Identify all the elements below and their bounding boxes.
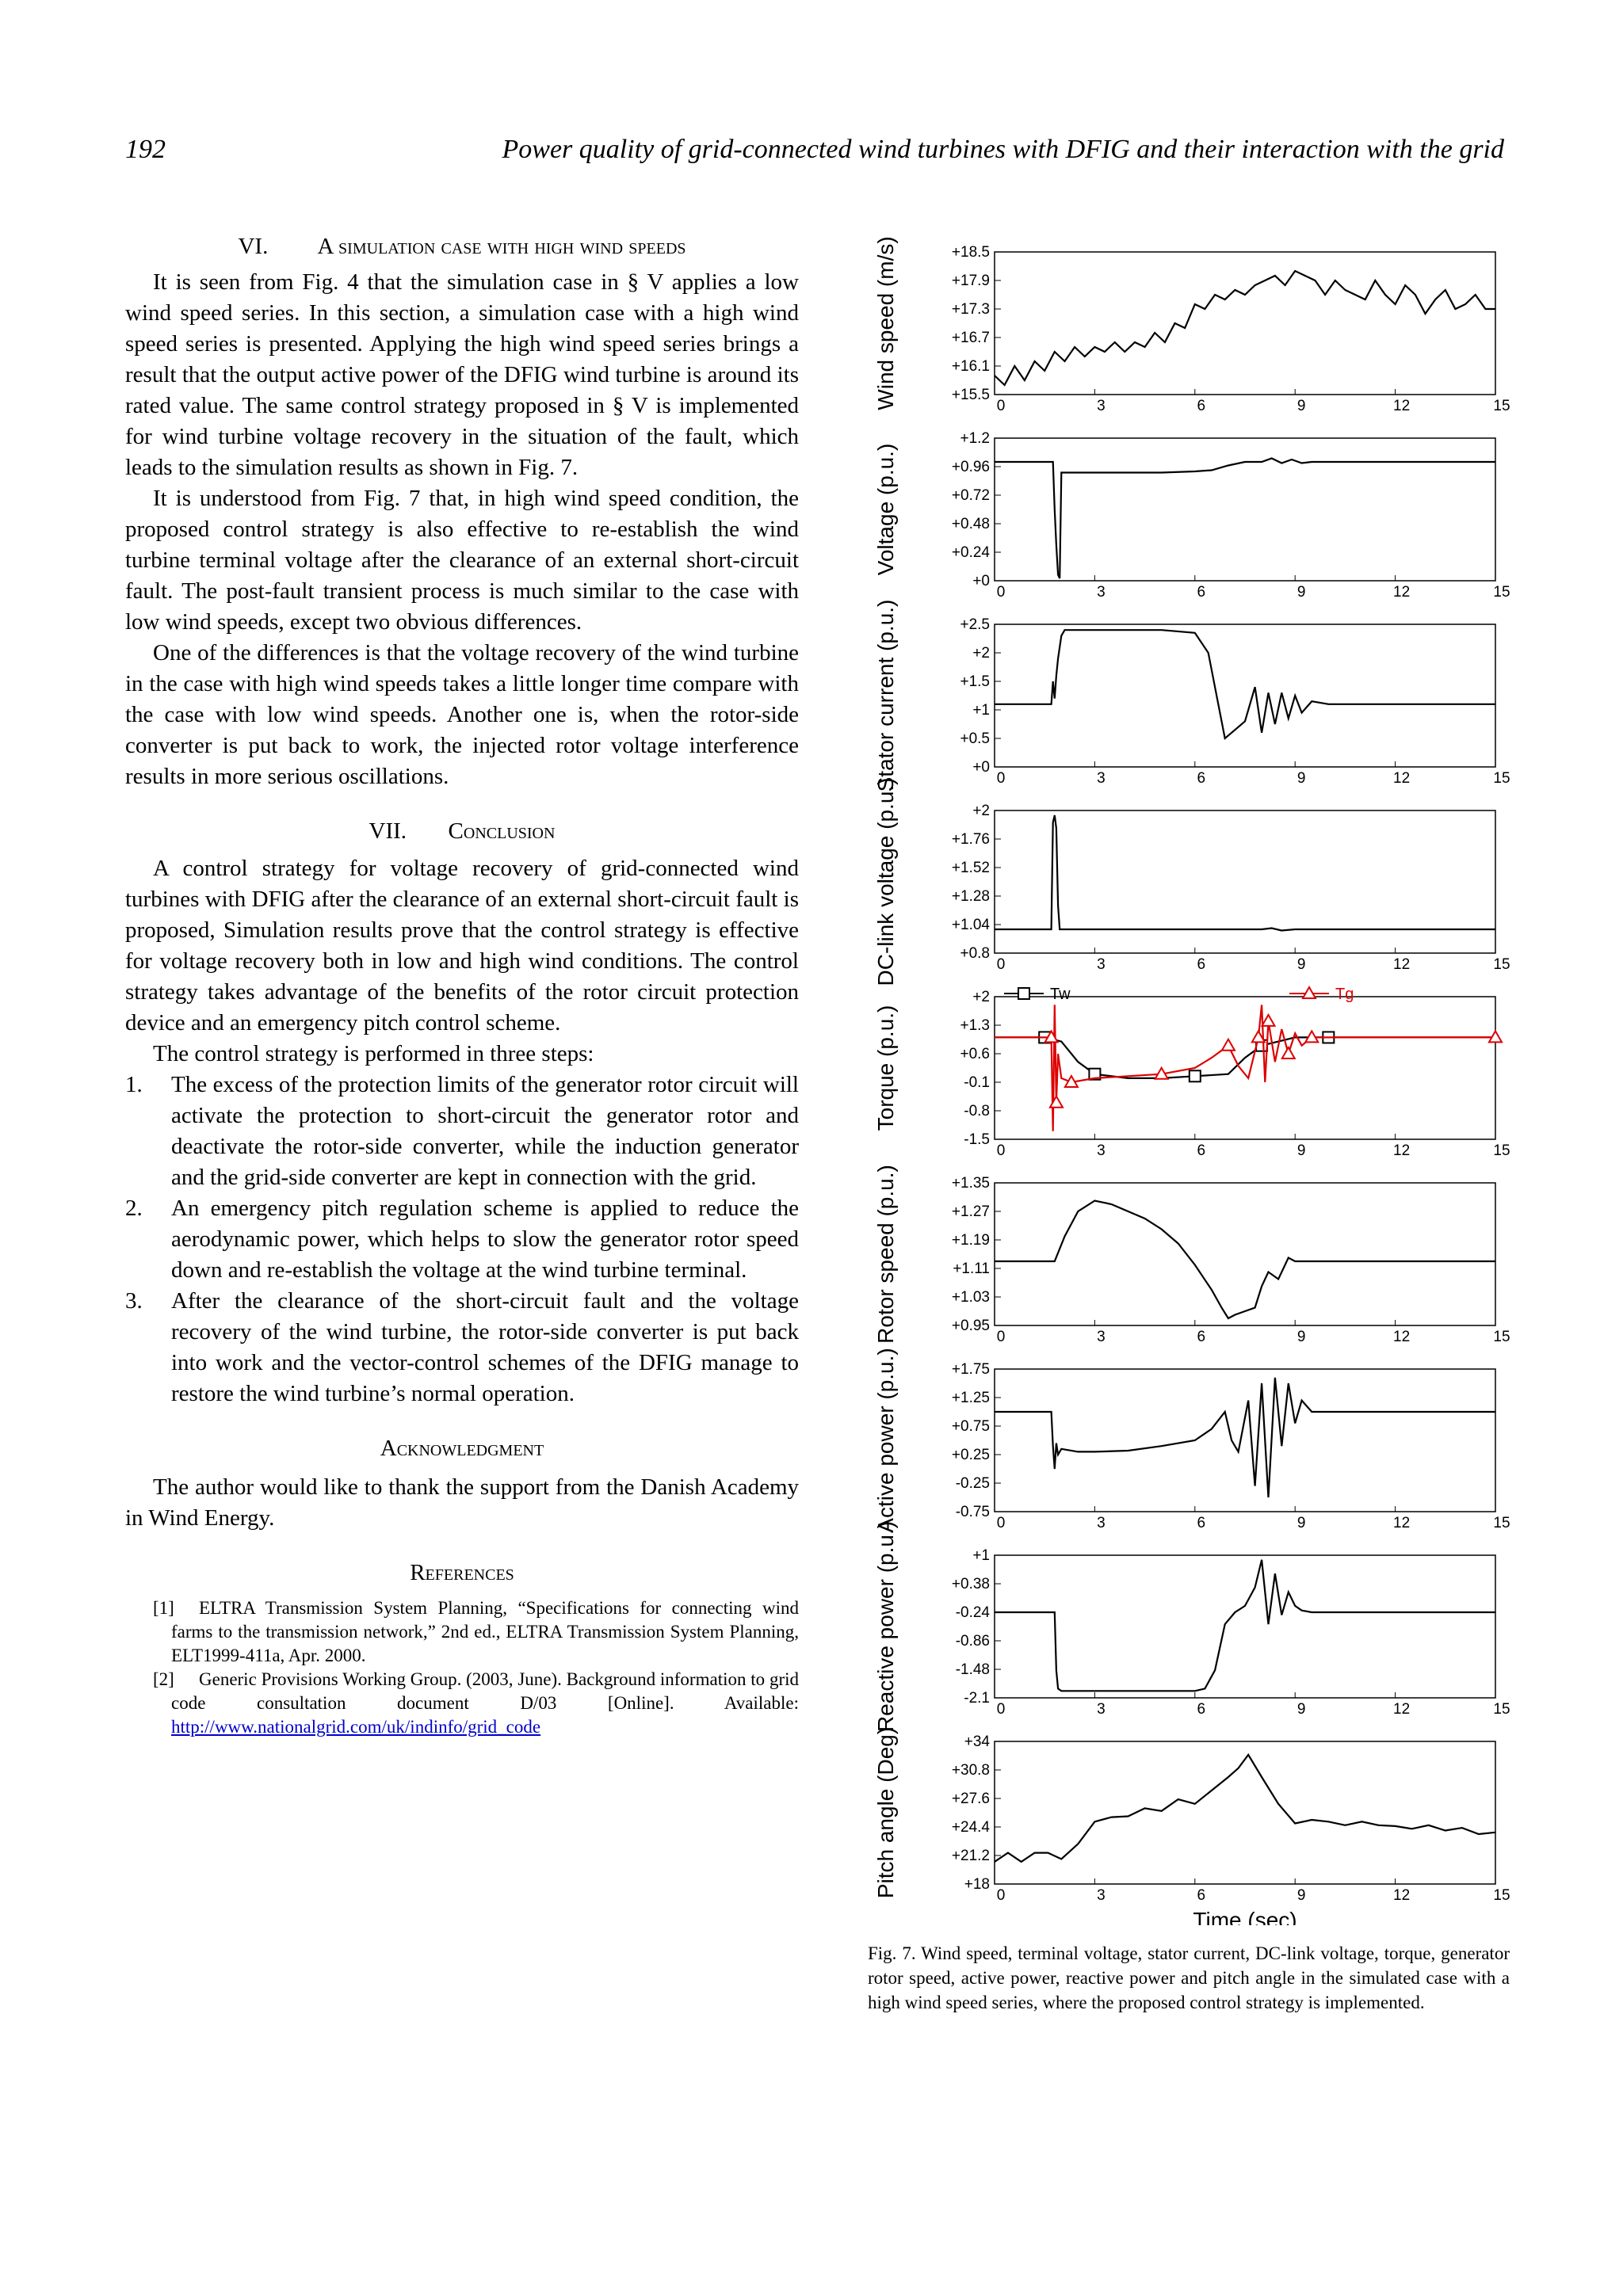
x-tick-label: 9 <box>1296 398 1306 414</box>
series-line <box>995 1560 1495 1691</box>
y-tick-label: -2.1 <box>964 1690 990 1707</box>
x-tick-label: 3 <box>1097 1887 1106 1904</box>
y-tick-label: +1.75 <box>951 1361 990 1378</box>
x-tick-label: 12 <box>1393 1329 1411 1345</box>
reference-link[interactable]: http://www.nationalgrid.com/uk/indinfo/grid_code <box>171 1717 541 1737</box>
y-tick-label: +18 <box>964 1876 990 1893</box>
y-tick-label: +1 <box>972 702 990 719</box>
y-axis-label: Stator current (p.u.) <box>873 599 898 792</box>
y-tick-label: +21.2 <box>951 1848 990 1864</box>
y-tick-label: +1.2 <box>960 430 990 447</box>
y-tick-label: +1.19 <box>951 1232 990 1249</box>
x-tick-label: 15 <box>1493 1701 1510 1718</box>
y-tick-label: +0 <box>972 573 990 589</box>
y-axis-label: Pitch angle (Deg) <box>873 1726 898 1899</box>
y-tick-label: +1.52 <box>951 860 990 876</box>
x-tick-label: 12 <box>1393 956 1411 973</box>
x-tick-label: 15 <box>1493 1515 1510 1531</box>
x-tick-label: 0 <box>996 1515 1006 1531</box>
steps-list <box>125 1070 799 1409</box>
plot-frame <box>995 252 1495 395</box>
y-tick-label: -0.8 <box>964 1103 990 1119</box>
x-tick-label: 0 <box>996 1329 1006 1345</box>
x-tick-label: 15 <box>1493 1329 1510 1345</box>
y-tick-label: +27.6 <box>951 1791 990 1807</box>
y-axis-label: Wind speed (m/s) <box>873 236 898 410</box>
y-tick-label: -0.25 <box>955 1475 990 1492</box>
x-tick-label: 6 <box>1197 584 1206 601</box>
left-column <box>125 231 799 1739</box>
x-tick-label: 15 <box>1493 956 1510 973</box>
y-tick-label: +0.96 <box>951 459 990 475</box>
plot-frame <box>995 1741 1495 1884</box>
y-tick-label: +1.5 <box>960 673 990 690</box>
y-tick-label: -0.24 <box>955 1604 990 1621</box>
body-paragraph: The control strategy is performed in three steps: <box>153 1041 594 1066</box>
list-item: 3. After the clearance of the short-circuit fault and the voltage recovery of the wind turbine, the rotor-side converter is put back into work and the vector-control schemes of the DFIG manage to restore the wind turbine’s normal operation. <box>125 1288 799 1406</box>
x-tick-label: 9 <box>1296 584 1306 601</box>
x-tick-label: 9 <box>1296 1142 1306 1159</box>
acknowledgment-heading: Acknowledgment <box>380 1436 544 1461</box>
x-tick-label: 3 <box>1097 770 1106 787</box>
x-tick-label: 3 <box>1097 1515 1106 1531</box>
references-heading: References <box>410 1560 514 1585</box>
plot-frame <box>995 997 1495 1139</box>
y-tick-label: +0.25 <box>951 1447 990 1463</box>
y-axis-label: DC-link voltage (p.u.) <box>873 777 898 986</box>
x-tick-label: 6 <box>1197 398 1206 414</box>
series-line <box>995 459 1495 579</box>
x-tick-label: 12 <box>1393 1515 1411 1531</box>
x-tick-label: 6 <box>1197 956 1206 973</box>
y-tick-label: +0.48 <box>951 516 990 532</box>
legend-label: Tw <box>1050 986 1071 1003</box>
plot-frame <box>995 1555 1495 1698</box>
x-tick-label: 15 <box>1493 584 1510 601</box>
x-tick-label: 9 <box>1296 1329 1306 1345</box>
legend-label: Tg <box>1335 986 1354 1003</box>
y-tick-label: +16.7 <box>951 330 990 346</box>
y-tick-label: +0.95 <box>951 1318 990 1334</box>
x-tick-label: 9 <box>1296 1515 1306 1531</box>
section-title: Conclusion <box>448 818 556 844</box>
x-tick-label: 15 <box>1493 398 1510 414</box>
y-tick-label: +17.9 <box>951 273 990 289</box>
series-line <box>995 630 1495 738</box>
x-tick-label: 12 <box>1393 1701 1411 1718</box>
x-tick-label: 0 <box>996 1887 1006 1904</box>
y-tick-label: +0.75 <box>951 1418 990 1435</box>
y-tick-label: +0.6 <box>960 1046 990 1062</box>
page-number: 192 <box>125 135 166 164</box>
y-tick-label: +0 <box>972 759 990 776</box>
x-tick-label: 3 <box>1097 584 1106 601</box>
x-tick-label: 15 <box>1493 1142 1510 1159</box>
section-number: VI. <box>238 234 269 259</box>
y-axis-label: Active power (p.u.) <box>873 1348 898 1533</box>
y-tick-label: +1.11 <box>953 1261 990 1277</box>
x-axis-label: Time (sec) <box>1193 1908 1297 1925</box>
section-title: A simulation case with high wind speeds <box>317 234 686 259</box>
x-tick-label: 9 <box>1296 1701 1306 1718</box>
y-tick-label: +2 <box>972 989 990 1005</box>
x-tick-label: 0 <box>996 1142 1006 1159</box>
x-tick-label: 6 <box>1197 1329 1206 1345</box>
reference-list <box>125 1596 799 1739</box>
y-tick-label: +1.76 <box>951 831 990 848</box>
y-tick-label: +0.38 <box>951 1576 990 1592</box>
y-tick-label: +1 <box>972 1547 990 1564</box>
y-tick-label: +15.5 <box>951 387 990 403</box>
y-axis-label: Reactive power (p.u.) <box>873 1520 898 1733</box>
y-tick-label: -0.75 <box>955 1504 990 1520</box>
x-tick-label: 6 <box>1197 1515 1206 1531</box>
y-tick-label: +0.24 <box>951 544 990 561</box>
section-number: VII. <box>369 818 407 844</box>
section-heading <box>125 231 799 262</box>
list-item: 2. An emergency pitch regulation scheme is applied to reduce the aerodynamic power, which helps to slow the generator rotor speed down and re-establish the voltage at the wind turbine terminal. <box>125 1196 799 1283</box>
legend-marker <box>1018 988 1029 999</box>
x-tick-label: 3 <box>1097 398 1106 414</box>
y-tick-label: +17.3 <box>951 301 990 318</box>
y-tick-label: +18.5 <box>951 244 990 261</box>
series-marker <box>1190 1070 1201 1081</box>
x-tick-label: 12 <box>1393 398 1411 414</box>
plot-frame <box>995 810 1495 953</box>
reference-item: [1] ELTRA Transmission System Planning, “Specifications for connecting wind farms to the transmission network,” 2nd ed., ELTRA Transmission System Planning, ELT1999-411a, Apr. 2000. <box>153 1598 799 1665</box>
series-line <box>995 815 1495 931</box>
y-tick-label: -1.5 <box>964 1131 990 1148</box>
y-tick-label: +0.72 <box>951 487 990 504</box>
y-tick-label: +34 <box>964 1733 990 1750</box>
acknowledgment-text: The author would like to thank the support from the Danish Academy in Wind Energy. <box>125 1474 799 1531</box>
series-line <box>995 271 1495 385</box>
body-paragraph: It is seen from Fig. 4 that the simulation case in § V applies a low wind speed series. In this section, a simulation case with a high wind speed series is presented. Applying the high wind speed series brings a result that the output active power of the DFIG wind turbine is around its rated value. The same control strategy proposed in § V is implemented for wind turbine voltage recovery in the situation of the fault, which leads to the simulation results as shown in Fig. 7. <box>125 269 799 480</box>
figure-caption: Fig. 7. Wind speed, terminal voltage, stator current, DC-link voltage, torque, generator rotor speed, active power, reactive power and pitch angle in the simulated case with a high wind speed series, where the proposed control strategy is implemented. <box>868 1943 1510 2012</box>
x-tick-label: 12 <box>1393 584 1411 601</box>
y-tick-label: -0.86 <box>955 1633 990 1650</box>
x-tick-label: 0 <box>996 398 1006 414</box>
y-tick-label: +1.35 <box>951 1175 990 1192</box>
series-marker <box>1282 1047 1295 1058</box>
x-tick-label: 3 <box>1097 1701 1106 1718</box>
y-tick-label: +2.5 <box>960 616 990 633</box>
y-axis-label: Rotor speed (p.u.) <box>873 1165 898 1344</box>
y-tick-label: +1.25 <box>951 1390 990 1406</box>
body-paragraph: It is understood from Fig. 7 that, in high wind speed condition, the proposed control strategy is also effective to re-establish the wind turbine terminal voltage after the clearance of an external short-circuit fault. The post-fault transient process is much similar to the case with low wind speeds, except two obvious differences. <box>125 486 799 635</box>
x-tick-label: 0 <box>996 770 1006 787</box>
x-tick-label: 3 <box>1097 1142 1106 1159</box>
list-item: 1. The excess of the protection limits of the generator rotor circuit will activate the protection to short-circuit the generator rotor and deactivate the rotor-side converter, while the induction generator and the grid-side converter are kept in connection with the grid. <box>125 1072 799 1190</box>
y-axis-label: Voltage (p.u.) <box>873 443 898 576</box>
x-tick-label: 6 <box>1197 1701 1206 1718</box>
y-tick-label: +1.3 <box>960 1017 990 1034</box>
y-axis-label: Torque (p.u.) <box>873 1005 898 1131</box>
section-heading <box>125 816 799 847</box>
running-title: Power quality of grid-connected wind turbines with DFIG and their interaction with the grid <box>502 135 1504 164</box>
series-line <box>995 1755 1495 1862</box>
plot-frame <box>995 438 1495 581</box>
x-tick-label: 6 <box>1197 1142 1206 1159</box>
x-tick-label: 6 <box>1197 1887 1206 1904</box>
body-paragraph: A control strategy for voltage recovery of grid-connected wind turbines with DFIG after the clearance of an external short-circuit fault is proposed, Simulation results prove that the control strategy is effective for voltage recovery both in low and high wind conditions. The control strategy takes advantage of the benefits of the rotor circuit protection device and an emergency pitch control scheme. <box>125 856 799 1035</box>
series-marker <box>1262 1015 1274 1026</box>
x-tick-label: 3 <box>1097 1329 1106 1345</box>
x-tick-label: 3 <box>1097 956 1106 973</box>
x-tick-label: 0 <box>996 584 1006 601</box>
y-tick-label: +2 <box>972 645 990 662</box>
x-tick-label: 15 <box>1493 770 1510 787</box>
x-tick-label: 9 <box>1296 956 1306 973</box>
plot-frame <box>995 1369 1495 1512</box>
series-line <box>995 1201 1495 1319</box>
y-tick-label: +24.4 <box>951 1819 990 1836</box>
x-tick-label: 6 <box>1197 770 1206 787</box>
series-line <box>995 1378 1495 1497</box>
plot-frame <box>995 624 1495 767</box>
y-tick-label: +1.03 <box>951 1289 990 1306</box>
y-tick-label: +0.8 <box>960 945 990 962</box>
plot-frame <box>995 1183 1495 1325</box>
figure-7-plots <box>868 230 1518 1925</box>
y-tick-label: +1.04 <box>951 917 990 933</box>
figure-7 <box>868 230 1518 1929</box>
series-line <box>995 1005 1495 1131</box>
series-line <box>995 1037 1495 1078</box>
reference-item: [2] Generic Provisions Working Group. (2003, June). Background information to grid code consultation document D/03 [Online]. Available: http://www.nationalgrid.com/uk/indinfo/grid_code <box>153 1669 799 1737</box>
y-tick-label: -0.1 <box>964 1074 990 1091</box>
x-tick-label: 12 <box>1393 770 1411 787</box>
y-tick-label: -1.48 <box>955 1661 990 1678</box>
body-paragraph: One of the differences is that the voltage recovery of the wind turbine in the case with high wind speeds takes a little longer time compare with the case with low wind speeds. Another one is, when the rotor-side converter is put back to work, the injected rotor voltage interference results in more serious oscillations. <box>125 640 799 789</box>
x-tick-label: 0 <box>996 1701 1006 1718</box>
x-tick-label: 9 <box>1296 770 1306 787</box>
y-tick-label: +1.27 <box>951 1203 990 1220</box>
y-tick-label: +2 <box>972 803 990 819</box>
x-tick-label: 0 <box>996 956 1006 973</box>
x-tick-label: 12 <box>1393 1887 1411 1904</box>
x-tick-label: 15 <box>1493 1887 1510 1904</box>
y-tick-label: +30.8 <box>951 1762 990 1779</box>
x-tick-label: 12 <box>1393 1142 1411 1159</box>
x-tick-label: 9 <box>1296 1887 1306 1904</box>
y-tick-label: +1.28 <box>951 888 990 905</box>
y-tick-label: +16.1 <box>951 358 990 375</box>
series-marker <box>1222 1039 1235 1051</box>
y-tick-label: +0.5 <box>960 730 990 747</box>
